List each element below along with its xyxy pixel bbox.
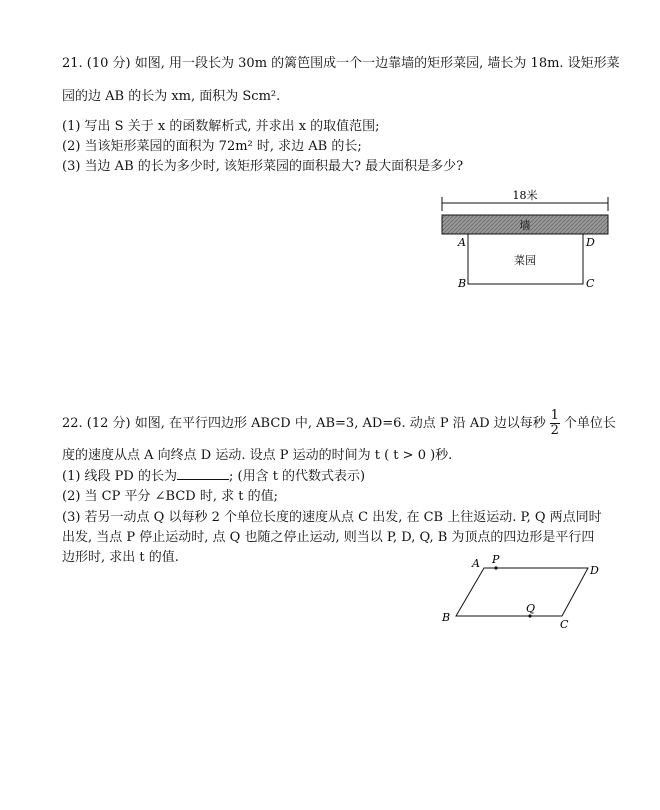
fraction-one-half <box>550 409 560 438</box>
point-P-dot <box>494 566 497 569</box>
fraction-numerator: 1 <box>550 408 559 423</box>
q21-line-1: 21. (10 分) 如图, 用一段长为 30m 的篱笆围成一个一边靠墙的矩形菜园, 墙长为 18m. 设矩形菜 <box>62 56 620 71</box>
q22-part-1-post: ; (用含 t 的代数式表示) <box>228 469 366 484</box>
q21-part-3: (3) 当边 AB 的长为多少时, 该矩形菜园的面积最大? 最大面积是多少? <box>62 159 464 174</box>
q22-parallelogram-figure <box>438 552 608 632</box>
q22-part-3-line-3: 边形时, 求出 t 的值. <box>62 550 179 565</box>
answer-blank[interactable] <box>177 468 229 480</box>
fraction-denominator: 2 <box>550 423 559 438</box>
q22-part-3-line-1: (3) 若另一动点 Q 以每秒 2 个单位长度的速度从点 C 出发, 在 CB 上往返运动. P, Q 两点同时 <box>62 510 602 525</box>
q21-part-2: (2) 当该矩形菜园的面积为 72m² 时, 求边 AB 的长; <box>62 139 362 154</box>
q22-line-1-post: 个单位长 <box>563 416 616 431</box>
point-B: B <box>442 611 451 624</box>
q22-part-3-line-2: 出发, 当点 P 停止运动时, 点 Q 也随之停止运动, 则当以 P, D, Q, B 为顶点的四边形是平行四 <box>62 530 595 545</box>
wall-length-label: 18米 <box>512 189 538 202</box>
point-P: P <box>492 553 500 566</box>
q22-line-2: 度的速度从点 A 向终点 D 运动. 设点 P 运动的时间为 t ( t > 0 )秒. <box>62 448 453 463</box>
point-C: C <box>586 277 595 290</box>
point-C: C <box>560 618 569 631</box>
point-Q: Q <box>526 602 536 615</box>
point-D: D <box>590 564 599 577</box>
q21-line-2: 园的边 AB 的长为 xm, 面积为 Scm². <box>62 89 281 104</box>
q22-line-1 <box>62 409 616 438</box>
q22-part-2: (2) 当 CP 平分 ∠BCD 时, 求 t 的值; <box>62 489 278 504</box>
q21-part-1: (1) 写出 S 关于 x 的函数解析式, 并求出 x 的取值范围; <box>62 119 380 134</box>
wall-label: 墙 <box>519 219 531 232</box>
q22-line-1-pre: 22. (12 分) 如图, 在平行四边形 ABCD 中, AB=3, AD=6. 动点 P 沿 AD 边以每秒 <box>62 416 546 431</box>
point-D: D <box>586 236 595 249</box>
q22-part-1-pre: (1) 线段 PD 的长为 <box>62 469 177 484</box>
point-A: A <box>472 557 480 570</box>
q22-part-1 <box>62 468 365 485</box>
point-A: A <box>458 236 466 249</box>
parallelogram-ABCD <box>456 568 588 616</box>
point-B: B <box>458 277 467 290</box>
garden-label: 菜园 <box>514 254 536 267</box>
q21-garden-figure <box>438 183 613 293</box>
